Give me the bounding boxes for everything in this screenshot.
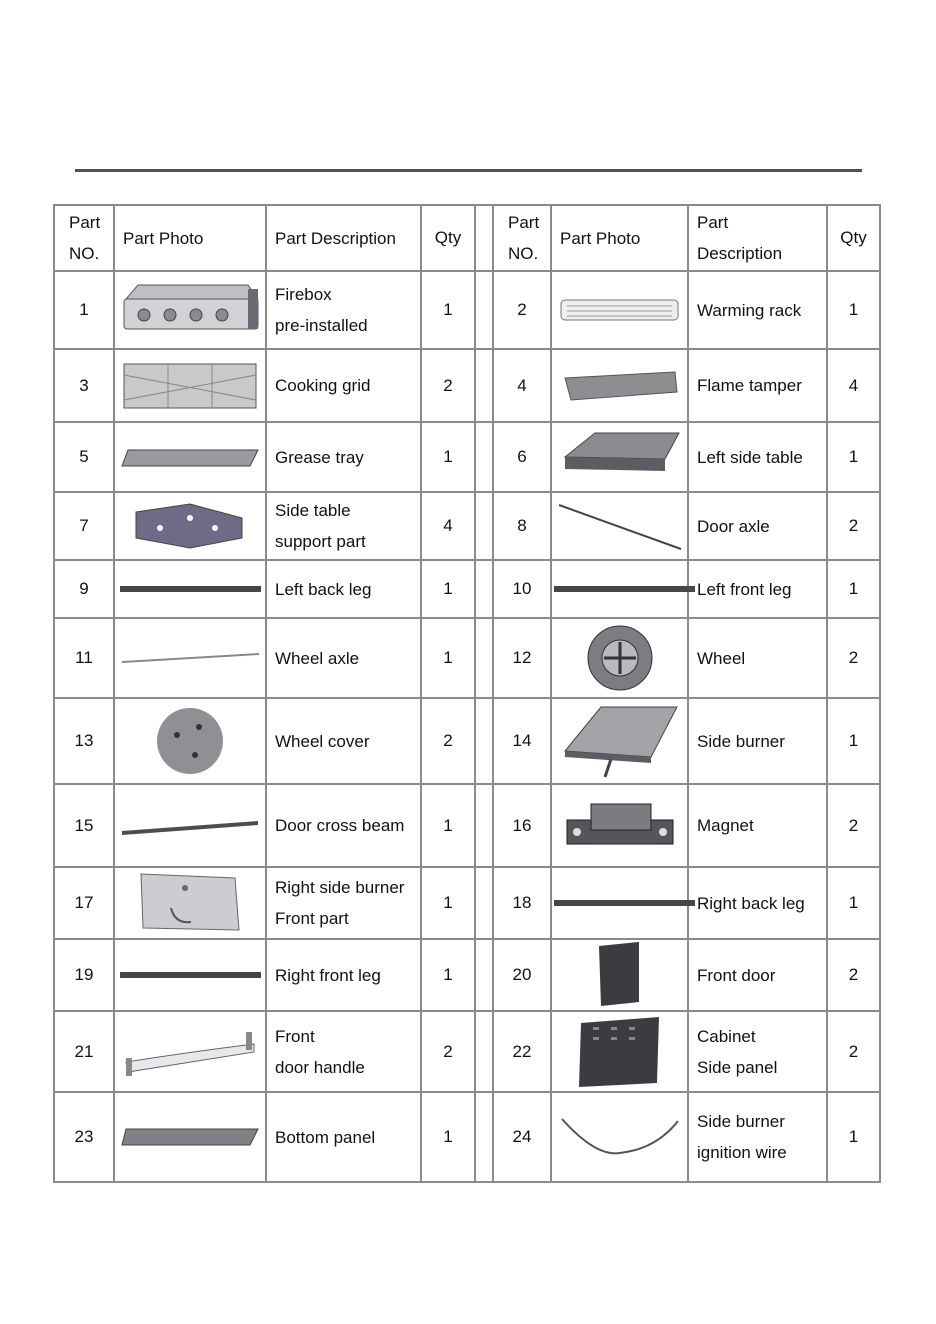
part-photo: [114, 1092, 266, 1182]
part-qty: 4: [421, 492, 475, 560]
front-door-icon: [552, 940, 687, 1010]
column-gap: [475, 492, 493, 560]
header-part-description-line: Part: [697, 213, 729, 232]
column-gap: [475, 784, 493, 867]
part-description-line: Wheel axle: [275, 648, 360, 668]
axle-icon: [115, 648, 265, 668]
part-qty: 4: [827, 349, 880, 422]
part-description-line: ignition wire: [697, 1143, 787, 1162]
part-number: 1: [54, 271, 114, 349]
cabinet-panel-icon: [552, 1013, 687, 1091]
side-table-icon: [552, 427, 687, 487]
part-qty: 1: [827, 560, 880, 618]
header-part-no-line: NO.: [69, 244, 100, 263]
header-part-photo-label: Part Photo: [123, 228, 204, 248]
part-description-line: Front: [275, 1026, 315, 1046]
part-description: [266, 271, 421, 349]
part-number: 8: [493, 492, 551, 560]
part-qty: 1: [421, 422, 475, 492]
table-row: [54, 422, 880, 492]
part-qty: 1: [827, 698, 880, 784]
part-photo: [551, 560, 688, 618]
part-description: [688, 560, 827, 618]
part-description-line: Side burner: [697, 1112, 785, 1131]
part-number: 6: [493, 422, 551, 492]
leg-icon: [115, 968, 265, 982]
part-photo: [114, 698, 266, 784]
part-photo: [114, 867, 266, 939]
part-description: [688, 1092, 827, 1182]
header-part-no-line: NO.: [508, 244, 539, 263]
header-part-description: [266, 205, 421, 271]
part-description: [688, 698, 827, 784]
part-photo: [114, 271, 266, 349]
part-description: [688, 492, 827, 560]
header-part-no-line: Part: [508, 213, 540, 232]
part-qty: 2: [421, 349, 475, 422]
part-description-line: Front door: [697, 965, 776, 985]
column-gap: [475, 867, 493, 939]
part-number: 10: [493, 560, 551, 618]
warming-rack-icon: [552, 290, 687, 330]
part-description-line: Left back leg: [275, 579, 372, 599]
part-number: 19: [54, 939, 114, 1011]
part-description: [688, 422, 827, 492]
grease-tray-icon: [115, 442, 265, 472]
part-description: [688, 349, 827, 422]
part-description: [266, 1011, 421, 1092]
part-photo: [551, 349, 688, 422]
part-description: [266, 422, 421, 492]
parts-table: [53, 204, 881, 1183]
part-description-line: support part: [275, 532, 366, 551]
part-number: 3: [54, 349, 114, 422]
burner-front-icon: [115, 868, 265, 938]
part-description: [266, 618, 421, 698]
part-photo: [551, 618, 688, 698]
cross-beam-icon: [115, 815, 265, 837]
door-axle-icon: [552, 499, 687, 554]
part-description-line: Right front leg: [275, 965, 381, 985]
part-description: [266, 939, 421, 1011]
part-qty: 1: [827, 422, 880, 492]
table-row: [54, 492, 880, 560]
part-description-line: Right back leg: [697, 893, 805, 913]
part-photo: [114, 349, 266, 422]
part-description-line: Wheel: [697, 648, 746, 668]
part-number: 16: [493, 784, 551, 867]
part-photo: [114, 560, 266, 618]
part-qty: 1: [421, 271, 475, 349]
part-number: 7: [54, 492, 114, 560]
firebox-icon: [115, 279, 265, 341]
part-description: [266, 560, 421, 618]
part-photo: [114, 492, 266, 560]
part-number: 24: [493, 1092, 551, 1182]
column-gap: [475, 271, 493, 349]
part-description-line: Warming rack: [697, 300, 802, 320]
header-part-description-line: Description: [697, 244, 783, 263]
part-qty: 1: [827, 1092, 880, 1182]
part-description-line: Bottom panel: [275, 1127, 376, 1147]
part-description-line: Wheel cover: [275, 731, 370, 751]
header-part-photo-label: Part Photo: [560, 228, 641, 248]
support-bracket-icon: [115, 498, 265, 554]
part-photo: [551, 1092, 688, 1182]
part-photo: [551, 1011, 688, 1092]
wheel-cover-icon: [115, 705, 265, 777]
part-description: [266, 349, 421, 422]
part-qty: 1: [421, 867, 475, 939]
part-number: 4: [493, 349, 551, 422]
header-part-no: [54, 205, 114, 271]
part-number: 5: [54, 422, 114, 492]
column-gap: [475, 422, 493, 492]
part-photo: [114, 784, 266, 867]
part-number: 11: [54, 618, 114, 698]
part-number: 14: [493, 698, 551, 784]
header-qty: [827, 205, 880, 271]
part-description: [266, 492, 421, 560]
part-qty: 2: [827, 492, 880, 560]
table-row: [54, 271, 880, 349]
magnet-icon: [552, 790, 687, 862]
column-gap: [475, 205, 493, 271]
header-part-photo: [114, 205, 266, 271]
header-qty-label: Qty: [840, 228, 867, 247]
part-number: 18: [493, 867, 551, 939]
column-gap: [475, 618, 493, 698]
part-description-line: Side panel: [697, 1057, 778, 1077]
part-photo: [551, 867, 688, 939]
part-description: [266, 784, 421, 867]
part-qty: 1: [421, 784, 475, 867]
part-photo: [551, 784, 688, 867]
part-photo: [551, 422, 688, 492]
header-part-description-line: Part Description: [275, 228, 396, 248]
part-number: 21: [54, 1011, 114, 1092]
part-qty: 1: [421, 560, 475, 618]
part-description-line: Left front leg: [697, 579, 792, 599]
part-number: 12: [493, 618, 551, 698]
part-description-line: Door axle: [697, 516, 770, 536]
part-description-line: Cabinet: [697, 1026, 756, 1046]
part-qty: 2: [421, 1011, 475, 1092]
part-description: [688, 271, 827, 349]
part-photo: [551, 492, 688, 560]
part-qty: 2: [827, 784, 880, 867]
wheel-icon: [552, 622, 687, 694]
column-gap: [475, 1011, 493, 1092]
part-number: 15: [54, 784, 114, 867]
header-qty-label: Qty: [434, 228, 462, 247]
part-description: [266, 867, 421, 939]
header-part-photo: [551, 205, 688, 271]
part-number: 23: [54, 1092, 114, 1182]
flame-tamper-icon: [552, 366, 687, 406]
part-qty: 1: [421, 939, 475, 1011]
column-gap: [475, 1092, 493, 1182]
part-number: 13: [54, 698, 114, 784]
part-description-line: Right side burner: [275, 878, 405, 897]
part-description-line: Grease tray: [275, 447, 364, 467]
ignition-wire-icon: [552, 1111, 687, 1163]
part-description: [688, 784, 827, 867]
table-row: [54, 784, 880, 867]
table-row: [54, 867, 880, 939]
part-qty: 2: [827, 939, 880, 1011]
bottom-panel-icon: [115, 1123, 265, 1151]
part-number: 17: [54, 867, 114, 939]
part-description-line: Cooking grid: [275, 376, 371, 395]
column-gap: [475, 698, 493, 784]
part-number: 20: [493, 939, 551, 1011]
part-description: [266, 1092, 421, 1182]
part-description-line: door handle: [275, 1057, 365, 1077]
table-row: [54, 1011, 880, 1092]
table-row: [54, 939, 880, 1011]
part-description-line: Firebox: [275, 285, 332, 304]
part-photo: [551, 939, 688, 1011]
part-description-line: Side table: [275, 501, 351, 520]
table-row: [54, 1092, 880, 1182]
part-description-line: pre-installed: [275, 316, 368, 335]
table-header-row: [54, 205, 880, 271]
table-row: [54, 560, 880, 618]
part-description-line: Front part: [275, 909, 349, 928]
part-photo: [551, 698, 688, 784]
door-handle-icon: [115, 1022, 265, 1082]
header-qty: [421, 205, 475, 271]
leg-icon: [115, 582, 265, 596]
part-description-line: Magnet: [697, 816, 754, 835]
part-photo: [114, 1011, 266, 1092]
table-row: [54, 349, 880, 422]
part-description-line: Left side table: [697, 447, 803, 467]
part-qty: 1: [421, 1092, 475, 1182]
part-description: [688, 939, 827, 1011]
part-qty: 1: [421, 618, 475, 698]
part-description-line: Door cross beam: [275, 816, 405, 835]
header-part-no: [493, 205, 551, 271]
part-qty: 1: [827, 271, 880, 349]
table-row: [54, 698, 880, 784]
part-number: 2: [493, 271, 551, 349]
column-gap: [475, 560, 493, 618]
header-part-description: [688, 205, 827, 271]
part-photo: [551, 271, 688, 349]
part-description-line: Side burner: [697, 731, 785, 751]
column-gap: [475, 349, 493, 422]
part-description: [688, 1011, 827, 1092]
part-number: 22: [493, 1011, 551, 1092]
header-rule: [75, 169, 862, 172]
leg-icon: [552, 896, 687, 910]
part-description-line: Flame tamper: [697, 376, 802, 395]
part-qty: 2: [421, 698, 475, 784]
part-description: [688, 867, 827, 939]
part-qty: 2: [827, 618, 880, 698]
side-burner-icon: [552, 701, 687, 781]
part-photo: [114, 939, 266, 1011]
part-photo: [114, 618, 266, 698]
part-photo: [114, 422, 266, 492]
part-description: [266, 698, 421, 784]
table-row: [54, 618, 880, 698]
part-qty: 1: [827, 867, 880, 939]
column-gap: [475, 939, 493, 1011]
part-number: 9: [54, 560, 114, 618]
part-description: [688, 618, 827, 698]
leg-icon: [552, 582, 687, 596]
header-part-no-line: Part: [69, 213, 101, 232]
cooking-grid-icon: [115, 360, 265, 412]
part-qty: 2: [827, 1011, 880, 1092]
